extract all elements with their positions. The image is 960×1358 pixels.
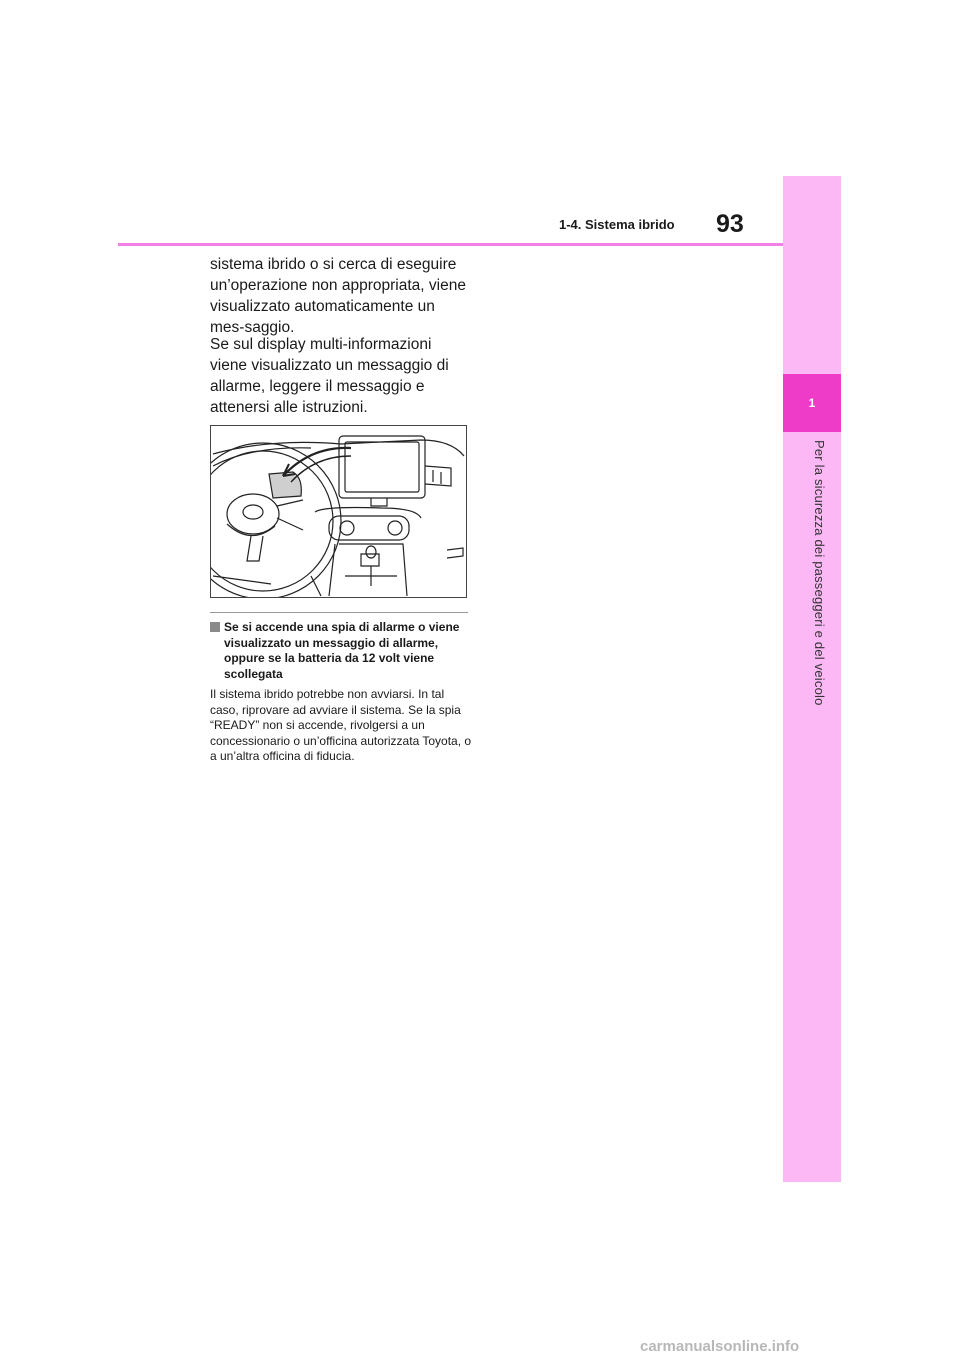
header-rule [118, 243, 783, 246]
page-number: 93 [716, 210, 744, 238]
body-paragraph-2: Se sul display multi-informazioni viene visualizzato un messaggio di allarme, leggere il messaggio e attenersi alle istruzioni. [210, 336, 449, 416]
watermark: carmanualsonline.info [640, 1338, 800, 1355]
square-bullet-icon [210, 622, 220, 632]
chapter-number: 1 [783, 374, 841, 432]
chapter-title: Per la sicurezza dei passeggeri e del veicolo [812, 440, 827, 706]
section-divider [210, 612, 468, 613]
section-title: 1-4. Sistema ibrido [559, 217, 675, 232]
dashboard-illustration-icon [210, 425, 467, 598]
body-paragraph-1: sistema ibrido o si cerca di eseguire un’operazione non appropriata, viene visualizzato automaticamente un mes-saggio. [210, 256, 466, 336]
note-heading-text: Se si accende una spia di allarme o viene visualizzato un messaggio di allarme, oppure se la batteria da 12 volt viene scollegata [224, 620, 460, 681]
note-body: Il sistema ibrido potrebbe non avviarsi. In tal caso, riprovare ad avviare il sistema. Se la spia “READY” non si accende, rivolgersi a un concessionario o un’officina autorizzata Toyota, o a un’altra officina di fiducia. [210, 687, 472, 763]
